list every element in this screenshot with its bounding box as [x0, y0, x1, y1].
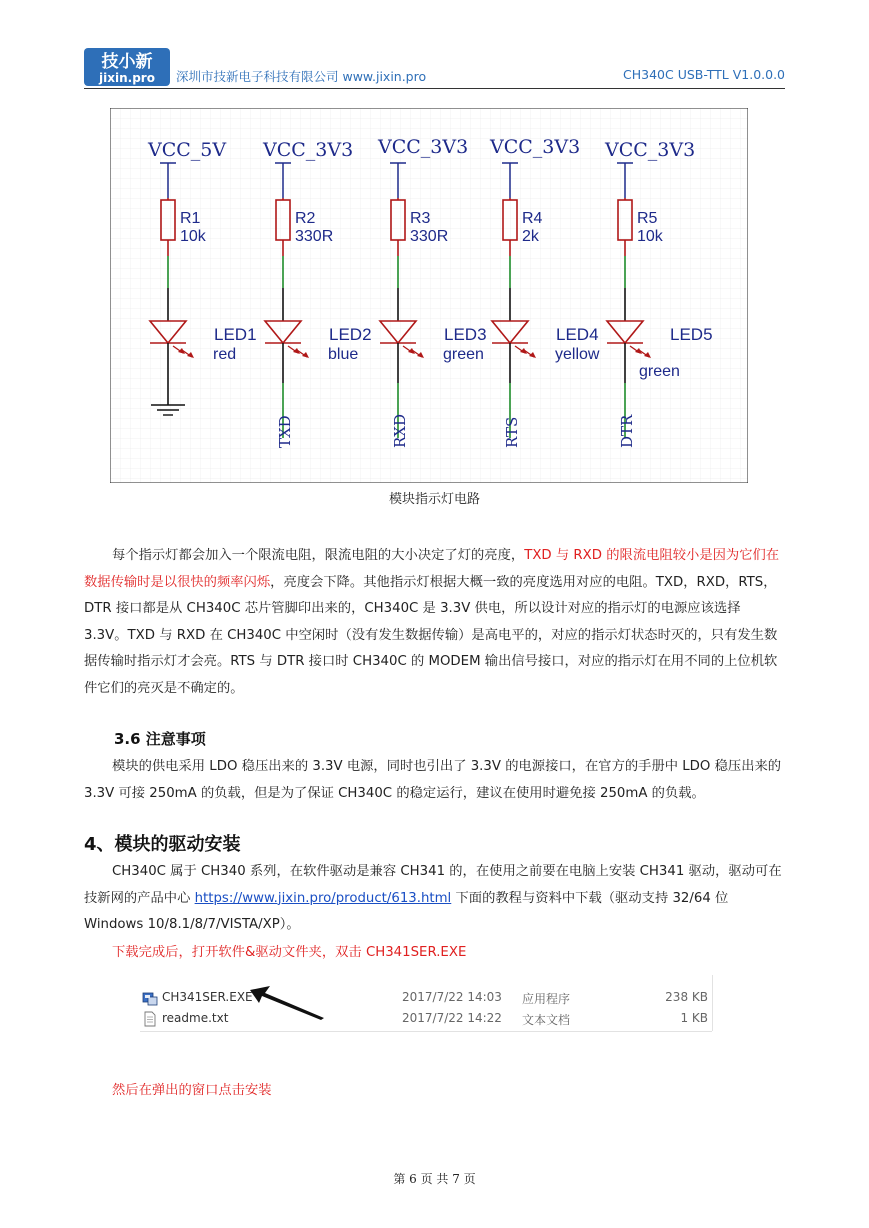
file-date: 2017/7/22 14:03: [402, 990, 502, 1004]
resistor-ref: R1: [180, 210, 201, 227]
file-type: 应用程序: [522, 992, 571, 1006]
file-name: CH341SER.EXE: [162, 990, 253, 1004]
resistor-value: 330R: [410, 228, 449, 245]
para3-text-a: CH340C 属于 CH340 系列，在软件驱动是兼容 CH341 的，在使用之前要在电脑上安装 CH341 驱动，驱动可在技新网的产品中心: [84, 864, 782, 906]
signal-net-label: DTR: [618, 414, 636, 448]
file-size: 1 KB: [680, 1011, 708, 1025]
product-link[interactable]: https://www.jixin.pro/product/613.html: [194, 890, 452, 906]
section-heading-notes: 3.6 注意事项: [114, 730, 206, 748]
header-rule: [84, 88, 785, 89]
net-label: VCC_3V3: [263, 139, 354, 161]
led-color-label: yellow: [555, 346, 600, 363]
signal-net-label: RXD: [391, 414, 409, 448]
led-color-label: green: [443, 346, 484, 363]
explorer-column-divider: [712, 975, 713, 1031]
page-number: 第 6 页 共 7 页: [393, 1172, 476, 1186]
signal-net-label: RTS: [503, 416, 521, 448]
text-file-icon: [142, 1011, 158, 1027]
resistor-value: 2k: [522, 228, 539, 245]
led-color-label: blue: [328, 346, 359, 363]
resistor-value: 10k: [637, 228, 663, 245]
file-row-readme[interactable]: [140, 1009, 712, 1029]
resistor-value: 330R: [295, 228, 334, 245]
net-label: VCC_5V: [148, 139, 227, 161]
led-ref: LED1: [214, 325, 257, 344]
figure-caption: 模块指示灯电路: [388, 492, 480, 507]
para3-text-b: 下面的教程与资料中下载（驱动支持 32/64 位 Windows 10/8.1/8/7/VISTA/XP）。: [84, 890, 729, 932]
resistor-ref: R4: [522, 210, 543, 227]
led-ref: LED2: [329, 325, 372, 344]
logo-top-text: 技小新: [101, 52, 153, 72]
section-heading-driver: 4、模块的驱动安装: [84, 834, 241, 855]
file-size: 238 KB: [665, 990, 708, 1004]
signal-net-label: TXD: [276, 415, 294, 448]
led-indicator-schematic: [110, 108, 748, 483]
paragraph-led-explanation: [84, 543, 785, 702]
file-date: 2017/7/22 14:22: [402, 1011, 502, 1025]
logo-bottom-text: jixin.pro: [99, 71, 155, 85]
net-label: VCC_3V3: [605, 139, 696, 161]
file-row-ch341ser[interactable]: [140, 988, 712, 1008]
instruction-click-install: 然后在弹出的窗口点击安装: [112, 1083, 272, 1098]
led-ref: LED4: [556, 325, 599, 344]
resistor-ref: R5: [637, 210, 658, 227]
installer-icon: [142, 990, 158, 1006]
resistor-ref: R2: [295, 210, 316, 227]
pointer-arrow-icon: [248, 984, 328, 1022]
document-id: CH340C USB-TTL V1.0.0.0: [623, 67, 785, 82]
led-ref: LED5: [670, 325, 713, 344]
instruction-double-click: 下载完成后，打开软件&驱动文件夹，双击 CH341SER.EXE: [112, 945, 467, 960]
paragraph-notes: 模块的供电采用 LDO 稳压出来的 3.3V 电源，同时也引出了 3.3V 的电源接口，在官方的手册中 LDO 稳压出来的 3.3V 可接 250mA 的负载，但是为了保证 CH340C 的稳定运行，建议在使用时避免接 250mA 的负载。: [84, 759, 782, 801]
explorer-bottom-border: [140, 1031, 712, 1032]
led-color-label: red: [213, 346, 237, 363]
resistor-value: 10k: [180, 228, 206, 245]
led-color-label: green: [639, 363, 680, 380]
resistor-ref: R3: [410, 210, 431, 227]
paragraph-driver: [84, 859, 785, 939]
para1-highlight: TXD 与 RXD 的限流电阻较小是因为它们在数据传输时是以很快的频率闪烁: [84, 548, 780, 590]
para1-text-b: ，亮度会下降。其他指示灯根据大概一致的亮度选用对应的电阻。TXD，RXD，RTS，DTR 接口都是从 CH340C 芯片管脚印出来的，CH340C 是 3.3V 供电，所以设计对应的指示灯的电源应该选择 3.3V。TXD 与 RXD 在 CH340C 中空闲时（没有发生数据传输）是高电平的，对应的指示灯状态时灭的，只有发生数据传输时指示灯才会亮。RTS 与 DTR 接口时 CH340C 的 MODEM 输出信号接口，对应的指示灯在用不同的上位机软件它们的亮灭是不确定的。: [84, 574, 778, 696]
led-ref: LED3: [444, 325, 487, 344]
file-type: 文本文档: [522, 1013, 571, 1027]
para1-text-a: 每个指示灯都会加入一个限流电阻，限流电阻的大小决定了灯的亮度，: [112, 548, 525, 563]
net-label: VCC_3V3: [490, 136, 581, 158]
company-name: 深圳市技新电子科技有限公司 www.jixin.pro: [176, 69, 427, 84]
jixin-logo: [84, 48, 170, 86]
net-label: VCC_3V3: [378, 136, 469, 158]
file-name: readme.txt: [162, 1011, 229, 1025]
